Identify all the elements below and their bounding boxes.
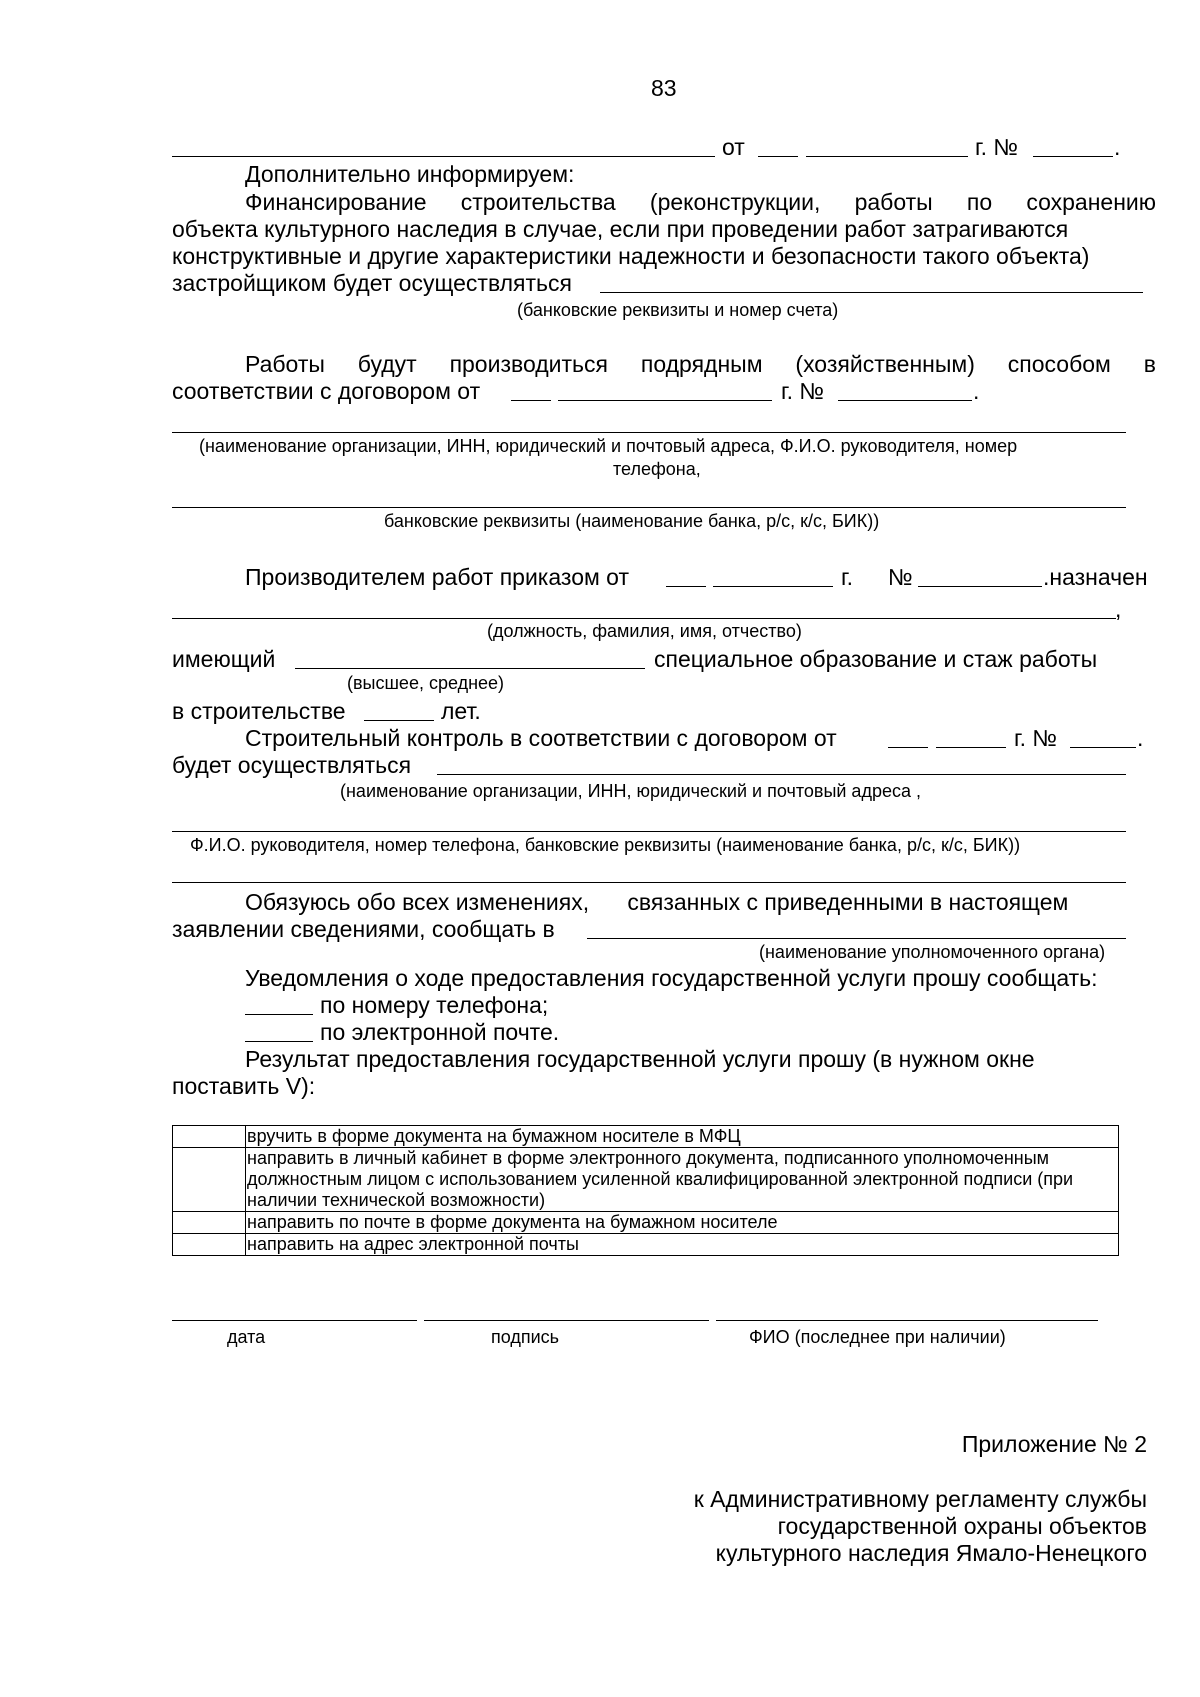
works-line1: Работы будут производиться подрядным (хозяйственным) способом в xyxy=(245,351,1156,377)
blank-line xyxy=(1033,156,1113,157)
oblige-line1: Обязуюсь обо всех изменениях, связанных с приведенными в настоящем xyxy=(245,889,1069,915)
caption-position: (должность, фамилия, имя, отчество) xyxy=(487,621,802,641)
having: имеющий xyxy=(172,646,276,672)
blank-line xyxy=(806,156,968,157)
caption-org: (наименование организации, ИНН, юридический и почтовый адреса, Ф.И.О. руководителя, номер xyxy=(199,436,1018,456)
notify-phone: по номеру телефона; xyxy=(320,992,549,1018)
caption-control-details: Ф.И.О. руководителя, номер телефона, банковские реквизиты (наименование банка, р/с, к/с, БИК)) xyxy=(190,835,1021,855)
option-text: вручить в форме документа на бумажном носителе в МФЦ xyxy=(246,1126,1119,1148)
punctuation: . xyxy=(973,378,980,404)
control-details-line xyxy=(172,831,1126,832)
punctuation: , xyxy=(1115,596,1122,622)
caption-bank-details: (банковские реквизиты и номер счета) xyxy=(517,300,839,320)
blank-line xyxy=(172,156,715,157)
table-row xyxy=(173,1212,1119,1234)
bank-line xyxy=(172,507,1126,508)
option-text: направить по почте в форме документа на бумажном носителе xyxy=(246,1212,1119,1234)
blank-line xyxy=(666,586,706,587)
producer-number: № xyxy=(888,564,913,590)
producer-line1: Производителем работ приказом от xyxy=(245,564,630,590)
option-checkbox[interactable] xyxy=(173,1212,246,1234)
blank-line xyxy=(713,586,833,587)
blank-line xyxy=(918,586,1042,587)
notify-line1: Уведомления о ходе предоставления государственной услуги прошу сообщать: xyxy=(245,965,1098,991)
blank-line xyxy=(936,747,1006,748)
option-text: направить в личный кабинет в форме электронного документа, подписанного уполномоченным должностным лицом с использованием усиленной квалифицированной электронной подписи (при наличии технической возможности) xyxy=(246,1148,1119,1212)
appendix-line3: культурного наследия Ямало-Ненецкого xyxy=(715,1540,1147,1566)
header-from: от xyxy=(722,134,745,160)
signature-line[interactable] xyxy=(424,1320,709,1321)
date-line[interactable] xyxy=(172,1320,417,1321)
appendix-line1: к Административному регламенту службы xyxy=(693,1486,1147,1512)
in-construction: в строительстве xyxy=(172,698,346,724)
page-number: 83 xyxy=(651,75,677,101)
extra-line xyxy=(172,882,1126,883)
producer-appointed: .назначен xyxy=(1043,564,1148,590)
option-checkbox[interactable] xyxy=(173,1126,246,1148)
caption-authority: (наименование уполномоченного органа) xyxy=(759,942,1106,962)
p-additional: Дополнительно информируем: xyxy=(245,161,575,187)
caption-control-org: (наименование организации, ИНН, юридический и почтовый адреса , xyxy=(340,781,921,801)
notify-email: по электронной почте. xyxy=(320,1019,560,1045)
option-checkbox[interactable] xyxy=(173,1234,246,1256)
control-number-label: г. № xyxy=(1014,725,1058,751)
table-row xyxy=(173,1234,1119,1256)
punctuation: . xyxy=(1137,725,1144,751)
result-options-table xyxy=(172,1125,1119,1256)
blank-line xyxy=(888,747,928,748)
financing-line4: застройщиком будет осуществляться xyxy=(172,270,572,296)
blank-line xyxy=(1070,747,1136,748)
punctuation: . xyxy=(1114,134,1121,160)
years-line xyxy=(364,720,434,721)
financing-line1: Финансирование строительства (реконструкции, работы по сохранению xyxy=(245,189,1156,215)
option-text: направить на адрес электронной почты xyxy=(246,1234,1119,1256)
caption-fio: ФИО (последнее при наличии) xyxy=(749,1327,1006,1347)
caption-signature: подпись xyxy=(491,1327,560,1347)
blank-line xyxy=(558,400,772,401)
years: лет. xyxy=(441,698,481,724)
control-line2: будет осуществляться xyxy=(172,752,412,778)
bank-details-line xyxy=(600,292,1143,293)
oblige-line2: заявлении сведениями, сообщать в xyxy=(172,916,555,942)
authority-line xyxy=(587,938,1126,939)
result-line1: Результат предоставления государственной услуги прошу (в нужном окне xyxy=(245,1046,1035,1072)
control-org-line xyxy=(437,774,1126,775)
phone-checkbox-line[interactable] xyxy=(245,1014,313,1015)
control-line1: Строительный контроль в соответствии с договором от xyxy=(245,725,837,751)
table-row xyxy=(173,1126,1119,1148)
financing-line3: конструктивные и другие характеристики надежности и безопасности такого объекта) xyxy=(172,243,1090,269)
position-line xyxy=(172,618,1116,619)
option-checkbox[interactable] xyxy=(173,1148,246,1212)
financing-line2: объекта культурного наследия в случае, если при проведении работ затрагиваются xyxy=(172,216,1069,242)
header-number-label: г. № xyxy=(975,134,1019,160)
caption-org-phone: телефона, xyxy=(613,459,701,479)
appendix-title: Приложение № 2 xyxy=(961,1431,1147,1457)
blank-line xyxy=(758,156,798,157)
caption-bank: банковские реквизиты (наименование банка, р/с, к/с, БИК)) xyxy=(384,511,880,531)
email-checkbox-line[interactable] xyxy=(245,1041,313,1042)
works-number-label: г. № xyxy=(781,378,825,404)
producer-g: г. xyxy=(841,564,853,590)
blank-line xyxy=(838,400,972,401)
result-line2: поставить V): xyxy=(172,1073,316,1099)
blank-line xyxy=(511,400,551,401)
having-rest: специальное образование и стаж работы xyxy=(654,646,1098,672)
caption-date: дата xyxy=(227,1327,266,1347)
caption-education: (высшее, среднее) xyxy=(347,673,505,693)
education-line xyxy=(295,668,645,669)
appendix-line2: государственной охраны объектов xyxy=(777,1513,1147,1539)
org-line xyxy=(172,432,1126,433)
works-line2: соответствии с договором от xyxy=(172,378,481,404)
fio-line[interactable] xyxy=(716,1320,1098,1321)
table-row xyxy=(173,1148,1119,1212)
